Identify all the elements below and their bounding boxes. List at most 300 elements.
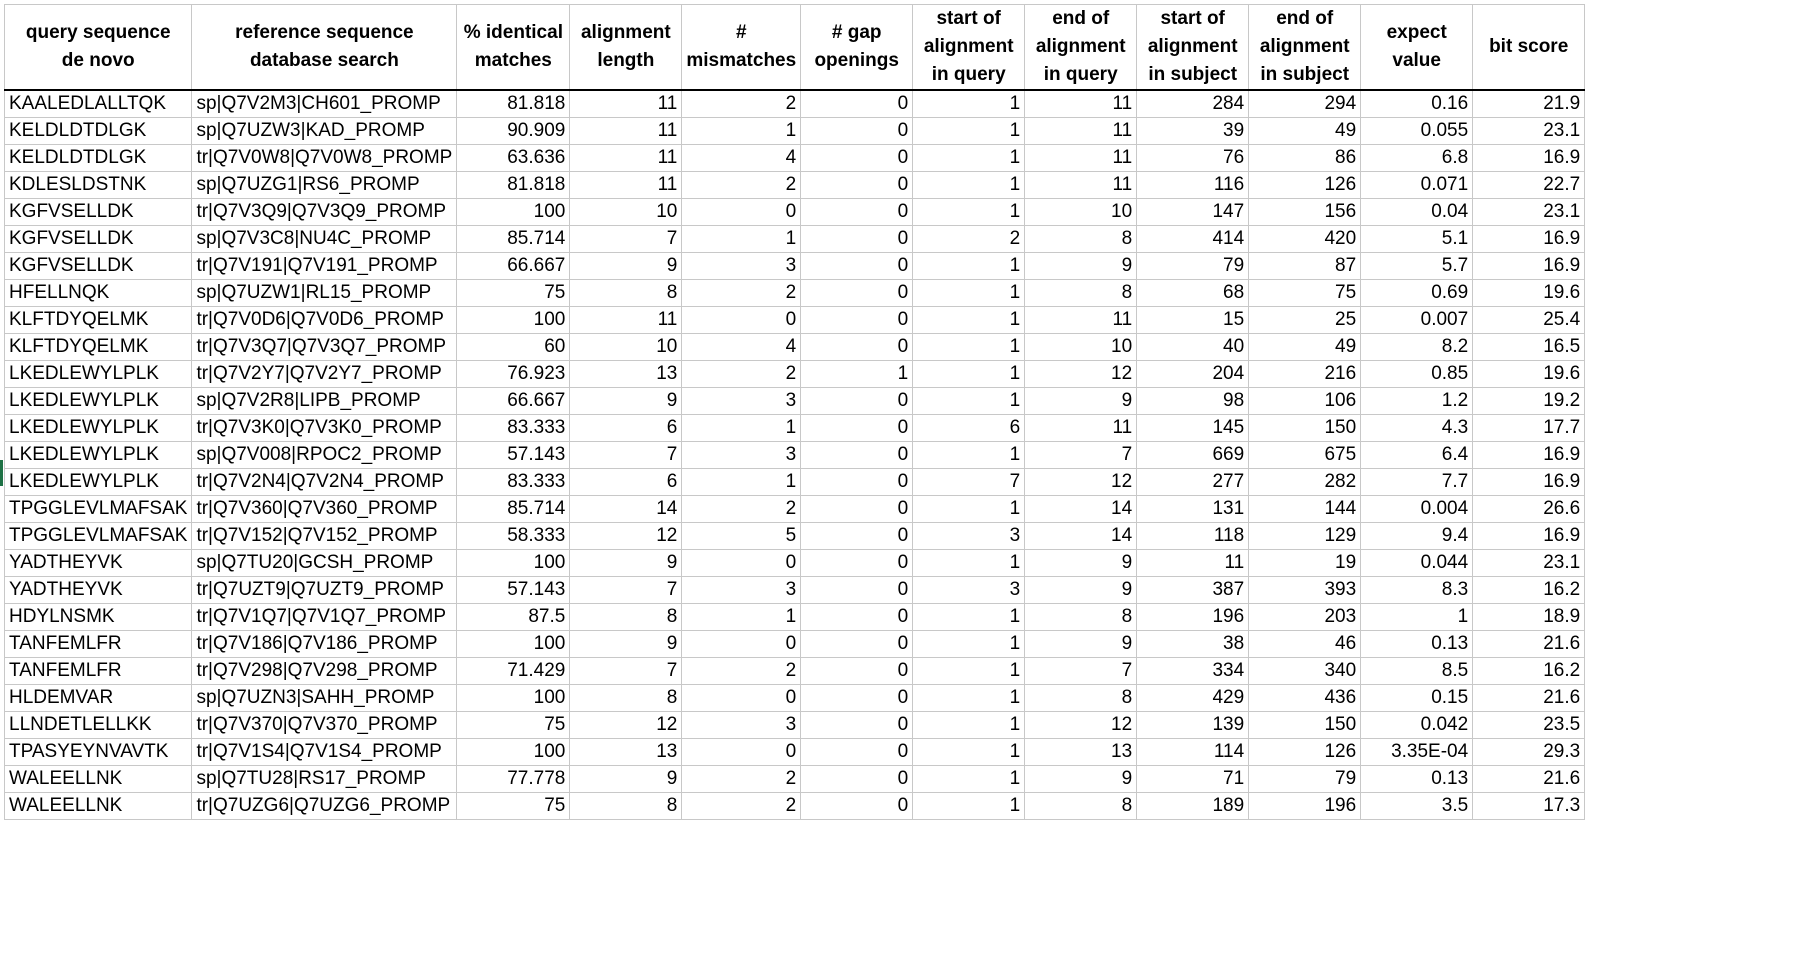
end-in-subject-cell[interactable]: 129 xyxy=(1249,523,1361,550)
gap-openings-cell[interactable]: 0 xyxy=(801,631,913,658)
percent-identical-cell[interactable]: 81.818 xyxy=(457,90,570,118)
expect-value-cell[interactable]: 4.3 xyxy=(1361,415,1473,442)
end-in-query-cell[interactable]: 13 xyxy=(1025,739,1137,766)
end-in-query-cell[interactable]: 9 xyxy=(1025,631,1137,658)
expect-value-cell[interactable]: 6.8 xyxy=(1361,145,1473,172)
percent-identical-cell[interactable]: 85.714 xyxy=(457,226,570,253)
start-in-query-cell[interactable]: 1 xyxy=(913,631,1025,658)
reference-sequence-cell[interactable]: sp|Q7V2M3|CH601_PROMP xyxy=(192,90,457,118)
query-sequence-cell[interactable]: LLNDETLELLKK xyxy=(5,712,192,739)
reference-sequence-cell[interactable]: sp|Q7V3C8|NU4C_PROMP xyxy=(192,226,457,253)
query-sequence-cell[interactable]: KAALEDLALLTQK xyxy=(5,90,192,118)
alignment-length-cell[interactable]: 13 xyxy=(570,361,682,388)
start-in-query-cell[interactable]: 1 xyxy=(913,388,1025,415)
bit-score-cell[interactable]: 25.4 xyxy=(1473,307,1585,334)
expect-value-cell[interactable]: 9.4 xyxy=(1361,523,1473,550)
reference-sequence-cell[interactable]: tr|Q7V370|Q7V370_PROMP xyxy=(192,712,457,739)
query-sequence-cell[interactable]: KELDLDTDLGK xyxy=(5,145,192,172)
start-in-subject-cell[interactable]: 196 xyxy=(1137,604,1249,631)
bit-score-cell[interactable]: 16.9 xyxy=(1473,226,1585,253)
start-in-subject-cell[interactable]: 71 xyxy=(1137,766,1249,793)
expect-value-cell[interactable]: 8.2 xyxy=(1361,334,1473,361)
end-in-query-cell[interactable]: 9 xyxy=(1025,550,1137,577)
start-in-query-cell[interactable]: 1 xyxy=(913,307,1025,334)
query-sequence-cell[interactable]: LKEDLEWYLPLK xyxy=(5,388,192,415)
query-sequence-cell[interactable]: LKEDLEWYLPLK xyxy=(5,361,192,388)
percent-identical-cell[interactable]: 83.333 xyxy=(457,415,570,442)
start-in-subject-cell[interactable]: 39 xyxy=(1137,118,1249,145)
alignment-length-cell[interactable]: 10 xyxy=(570,199,682,226)
reference-sequence-cell[interactable]: tr|Q7V3K0|Q7V3K0_PROMP xyxy=(192,415,457,442)
start-in-query-cell[interactable]: 1 xyxy=(913,496,1025,523)
start-in-subject-cell[interactable]: 334 xyxy=(1137,658,1249,685)
end-in-subject-cell[interactable]: 126 xyxy=(1249,172,1361,199)
bit-score-cell[interactable]: 18.9 xyxy=(1473,604,1585,631)
gap-openings-cell[interactable]: 0 xyxy=(801,604,913,631)
gap-openings-cell[interactable]: 0 xyxy=(801,415,913,442)
query-sequence-cell[interactable]: TANFEMLFR xyxy=(5,658,192,685)
expect-value-cell[interactable]: 8.5 xyxy=(1361,658,1473,685)
start-in-query-cell[interactable]: 1 xyxy=(913,766,1025,793)
reference-sequence-cell[interactable]: sp|Q7UZW3|KAD_PROMP xyxy=(192,118,457,145)
start-in-subject-cell[interactable]: 387 xyxy=(1137,577,1249,604)
mismatches-cell[interactable]: 3 xyxy=(682,253,801,280)
start-in-subject-cell[interactable]: 11 xyxy=(1137,550,1249,577)
bit-score-cell[interactable]: 23.1 xyxy=(1473,118,1585,145)
query-sequence-cell[interactable]: KGFVSELLDK xyxy=(5,226,192,253)
start-in-subject-cell[interactable]: 189 xyxy=(1137,793,1249,820)
bit-score-cell[interactable]: 17.7 xyxy=(1473,415,1585,442)
alignment-length-cell[interactable]: 7 xyxy=(570,226,682,253)
start-in-subject-cell[interactable]: 98 xyxy=(1137,388,1249,415)
bit-score-cell[interactable]: 21.6 xyxy=(1473,685,1585,712)
gap-openings-cell[interactable]: 0 xyxy=(801,658,913,685)
percent-identical-cell[interactable]: 100 xyxy=(457,307,570,334)
expect-value-cell[interactable]: 7.7 xyxy=(1361,469,1473,496)
end-in-subject-cell[interactable]: 196 xyxy=(1249,793,1361,820)
gap-openings-cell[interactable]: 0 xyxy=(801,280,913,307)
end-in-subject-header[interactable] xyxy=(1249,5,1361,91)
expect-value-header[interactable] xyxy=(1361,5,1473,91)
gap-openings-cell[interactable]: 1 xyxy=(801,361,913,388)
start-in-query-cell[interactable]: 1 xyxy=(913,145,1025,172)
bit-score-cell[interactable]: 22.7 xyxy=(1473,172,1585,199)
expect-value-cell[interactable]: 5.7 xyxy=(1361,253,1473,280)
bit-score-cell[interactable]: 16.9 xyxy=(1473,442,1585,469)
expect-value-cell[interactable]: 3.35E-04 xyxy=(1361,739,1473,766)
reference-sequence-cell[interactable]: tr|Q7V360|Q7V360_PROMP xyxy=(192,496,457,523)
bit-score-cell[interactable]: 21.6 xyxy=(1473,766,1585,793)
gap-openings-cell[interactable]: 0 xyxy=(801,550,913,577)
start-in-query-cell[interactable]: 1 xyxy=(913,442,1025,469)
reference-sequence-cell[interactable]: sp|Q7TU28|RS17_PROMP xyxy=(192,766,457,793)
end-in-query-cell[interactable]: 10 xyxy=(1025,199,1137,226)
gap-openings-cell[interactable]: 0 xyxy=(801,253,913,280)
mismatches-cell[interactable]: 1 xyxy=(682,469,801,496)
alignment-length-cell[interactable]: 7 xyxy=(570,442,682,469)
mismatches-cell[interactable]: 3 xyxy=(682,712,801,739)
bit-score-cell[interactable]: 16.9 xyxy=(1473,145,1585,172)
bit-score-cell[interactable]: 19.2 xyxy=(1473,388,1585,415)
start-in-subject-cell[interactable]: 68 xyxy=(1137,280,1249,307)
alignment-length-header[interactable] xyxy=(570,5,682,91)
alignment-length-cell[interactable]: 11 xyxy=(570,90,682,118)
alignment-length-cell[interactable]: 7 xyxy=(570,577,682,604)
expect-value-cell[interactable]: 0.85 xyxy=(1361,361,1473,388)
bit-score-cell[interactable]: 16.9 xyxy=(1473,523,1585,550)
alignment-length-cell[interactable]: 12 xyxy=(570,523,682,550)
end-in-query-cell[interactable]: 9 xyxy=(1025,766,1137,793)
percent-identical-cell[interactable]: 100 xyxy=(457,199,570,226)
percent-identical-cell[interactable]: 57.143 xyxy=(457,577,570,604)
percent-identical-cell[interactable]: 75 xyxy=(457,280,570,307)
start-in-query-cell[interactable]: 1 xyxy=(913,118,1025,145)
end-in-query-cell[interactable]: 11 xyxy=(1025,118,1137,145)
percent-identical-cell[interactable]: 75 xyxy=(457,793,570,820)
reference-sequence-cell[interactable]: tr|Q7V3Q9|Q7V3Q9_PROMP xyxy=(192,199,457,226)
alignment-length-cell[interactable]: 9 xyxy=(570,550,682,577)
query-sequence-cell[interactable]: LKEDLEWYLPLK xyxy=(5,469,192,496)
query-sequence-cell[interactable]: TPGGLEVLMAFSAK xyxy=(5,523,192,550)
bit-score-cell[interactable]: 16.2 xyxy=(1473,658,1585,685)
alignment-length-cell[interactable]: 13 xyxy=(570,739,682,766)
start-in-query-cell[interactable]: 3 xyxy=(913,523,1025,550)
start-in-subject-cell[interactable]: 147 xyxy=(1137,199,1249,226)
start-in-subject-cell[interactable]: 114 xyxy=(1137,739,1249,766)
start-in-query-cell[interactable]: 1 xyxy=(913,334,1025,361)
bit-score-cell[interactable]: 26.6 xyxy=(1473,496,1585,523)
start-in-query-cell[interactable]: 1 xyxy=(913,685,1025,712)
mismatches-cell[interactable]: 5 xyxy=(682,523,801,550)
bit-score-cell[interactable]: 16.9 xyxy=(1473,253,1585,280)
alignment-length-cell[interactable]: 11 xyxy=(570,307,682,334)
bit-score-cell[interactable]: 16.9 xyxy=(1473,469,1585,496)
start-in-query-cell[interactable]: 1 xyxy=(913,90,1025,118)
expect-value-cell[interactable]: 0.055 xyxy=(1361,118,1473,145)
end-in-subject-cell[interactable]: 282 xyxy=(1249,469,1361,496)
alignment-length-cell[interactable]: 12 xyxy=(570,712,682,739)
query-sequence-cell[interactable]: HLDEMVAR xyxy=(5,685,192,712)
gap-openings-cell[interactable]: 0 xyxy=(801,712,913,739)
end-in-subject-cell[interactable]: 25 xyxy=(1249,307,1361,334)
start-in-query-cell[interactable]: 1 xyxy=(913,253,1025,280)
expect-value-cell[interactable]: 0.13 xyxy=(1361,766,1473,793)
reference-sequence-cell[interactable]: tr|Q7V3Q7|Q7V3Q7_PROMP xyxy=(192,334,457,361)
mismatches-cell[interactable]: 2 xyxy=(682,280,801,307)
end-in-subject-cell[interactable]: 340 xyxy=(1249,658,1361,685)
alignment-length-cell[interactable]: 10 xyxy=(570,334,682,361)
mismatches-cell[interactable]: 0 xyxy=(682,685,801,712)
query-sequence-cell[interactable]: KLFTDYQELMK xyxy=(5,307,192,334)
start-in-query-cell[interactable]: 1 xyxy=(913,604,1025,631)
start-in-query-cell[interactable]: 1 xyxy=(913,712,1025,739)
bit-score-header[interactable] xyxy=(1473,5,1585,91)
alignment-length-cell[interactable]: 8 xyxy=(570,604,682,631)
percent-identical-cell[interactable]: 66.667 xyxy=(457,253,570,280)
mismatches-cell[interactable]: 2 xyxy=(682,90,801,118)
end-in-query-cell[interactable]: 12 xyxy=(1025,712,1137,739)
end-in-query-cell[interactable]: 8 xyxy=(1025,604,1137,631)
expect-value-cell[interactable]: 0.004 xyxy=(1361,496,1473,523)
reference-sequence-cell[interactable]: tr|Q7V1S4|Q7V1S4_PROMP xyxy=(192,739,457,766)
reference-sequence-cell[interactable]: tr|Q7V186|Q7V186_PROMP xyxy=(192,631,457,658)
reference-sequence-cell[interactable]: sp|Q7V008|RPOC2_PROMP xyxy=(192,442,457,469)
reference-sequence-cell[interactable]: tr|Q7UZT9|Q7UZT9_PROMP xyxy=(192,577,457,604)
percent-identical-cell[interactable]: 90.909 xyxy=(457,118,570,145)
alignment-length-cell[interactable]: 9 xyxy=(570,631,682,658)
reference-sequence-cell[interactable]: sp|Q7TU20|GCSH_PROMP xyxy=(192,550,457,577)
percent-identical-header[interactable] xyxy=(457,5,570,91)
query-sequence-cell[interactable]: TPASYEYNVAVTK xyxy=(5,739,192,766)
query-sequence-cell[interactable]: KDLESLDSTNK xyxy=(5,172,192,199)
reference-sequence-header[interactable] xyxy=(192,5,457,91)
start-in-subject-cell[interactable]: 145 xyxy=(1137,415,1249,442)
gap-openings-cell[interactable]: 0 xyxy=(801,118,913,145)
bit-score-cell[interactable]: 23.5 xyxy=(1473,712,1585,739)
end-in-query-cell[interactable]: 14 xyxy=(1025,496,1137,523)
mismatches-cell[interactable]: 0 xyxy=(682,199,801,226)
end-in-query-cell[interactable]: 11 xyxy=(1025,90,1137,118)
percent-identical-cell[interactable]: 100 xyxy=(457,550,570,577)
end-in-subject-cell[interactable]: 49 xyxy=(1249,334,1361,361)
percent-identical-cell[interactable]: 60 xyxy=(457,334,570,361)
percent-identical-cell[interactable]: 58.333 xyxy=(457,523,570,550)
expect-value-cell[interactable]: 6.4 xyxy=(1361,442,1473,469)
query-sequence-cell[interactable]: KGFVSELLDK xyxy=(5,253,192,280)
start-in-query-cell[interactable]: 7 xyxy=(913,469,1025,496)
mismatches-cell[interactable]: 1 xyxy=(682,415,801,442)
gap-openings-cell[interactable]: 0 xyxy=(801,523,913,550)
end-in-subject-cell[interactable]: 46 xyxy=(1249,631,1361,658)
bit-score-cell[interactable]: 23.1 xyxy=(1473,550,1585,577)
mismatches-cell[interactable]: 2 xyxy=(682,793,801,820)
start-in-subject-cell[interactable]: 15 xyxy=(1137,307,1249,334)
reference-sequence-cell[interactable]: sp|Q7UZW1|RL15_PROMP xyxy=(192,280,457,307)
query-sequence-cell[interactable]: HDYLNSMK xyxy=(5,604,192,631)
mismatches-cell[interactable]: 4 xyxy=(682,145,801,172)
end-in-subject-cell[interactable]: 393 xyxy=(1249,577,1361,604)
end-in-subject-cell[interactable]: 144 xyxy=(1249,496,1361,523)
query-sequence-cell[interactable]: WALEELLNK xyxy=(5,793,192,820)
mismatches-cell[interactable]: 2 xyxy=(682,496,801,523)
expect-value-cell[interactable]: 8.3 xyxy=(1361,577,1473,604)
expect-value-cell[interactable]: 0.16 xyxy=(1361,90,1473,118)
alignment-length-cell[interactable]: 11 xyxy=(570,172,682,199)
start-in-query-cell[interactable]: 1 xyxy=(913,199,1025,226)
expect-value-cell[interactable]: 0.13 xyxy=(1361,631,1473,658)
reference-sequence-cell[interactable]: tr|Q7V0D6|Q7V0D6_PROMP xyxy=(192,307,457,334)
mismatches-cell[interactable]: 1 xyxy=(682,118,801,145)
alignment-length-cell[interactable]: 9 xyxy=(570,388,682,415)
query-sequence-cell[interactable]: YADTHEYVK xyxy=(5,577,192,604)
query-sequence-cell[interactable]: LKEDLEWYLPLK xyxy=(5,415,192,442)
end-in-query-cell[interactable]: 8 xyxy=(1025,280,1137,307)
bit-score-cell[interactable]: 19.6 xyxy=(1473,280,1585,307)
gap-openings-cell[interactable]: 0 xyxy=(801,307,913,334)
reference-sequence-cell[interactable]: tr|Q7UZG6|Q7UZG6_PROMP xyxy=(192,793,457,820)
gap-openings-cell[interactable]: 0 xyxy=(801,90,913,118)
alignment-length-cell[interactable]: 11 xyxy=(570,118,682,145)
end-in-subject-cell[interactable]: 150 xyxy=(1249,712,1361,739)
percent-identical-cell[interactable]: 66.667 xyxy=(457,388,570,415)
percent-identical-cell[interactable]: 100 xyxy=(457,631,570,658)
expect-value-cell[interactable]: 0.007 xyxy=(1361,307,1473,334)
gap-openings-cell[interactable]: 0 xyxy=(801,766,913,793)
start-in-subject-cell[interactable]: 116 xyxy=(1137,172,1249,199)
gap-openings-cell[interactable]: 0 xyxy=(801,469,913,496)
mismatches-header[interactable] xyxy=(682,5,801,91)
gap-openings-cell[interactable]: 0 xyxy=(801,442,913,469)
end-in-query-cell[interactable]: 11 xyxy=(1025,415,1137,442)
end-in-query-cell[interactable]: 8 xyxy=(1025,226,1137,253)
end-in-subject-cell[interactable]: 86 xyxy=(1249,145,1361,172)
end-in-query-cell[interactable]: 9 xyxy=(1025,577,1137,604)
gap-openings-cell[interactable]: 0 xyxy=(801,577,913,604)
start-in-query-cell[interactable]: 1 xyxy=(913,361,1025,388)
mismatches-cell[interactable]: 2 xyxy=(682,766,801,793)
end-in-subject-cell[interactable]: 106 xyxy=(1249,388,1361,415)
percent-identical-cell[interactable]: 75 xyxy=(457,712,570,739)
alignment-length-cell[interactable]: 8 xyxy=(570,280,682,307)
expect-value-cell[interactable]: 5.1 xyxy=(1361,226,1473,253)
expect-value-cell[interactable]: 1 xyxy=(1361,604,1473,631)
mismatches-cell[interactable]: 3 xyxy=(682,388,801,415)
end-in-query-cell[interactable]: 12 xyxy=(1025,361,1137,388)
end-in-query-cell[interactable]: 7 xyxy=(1025,442,1137,469)
gap-openings-cell[interactable]: 0 xyxy=(801,199,913,226)
expect-value-cell[interactable]: 0.071 xyxy=(1361,172,1473,199)
alignment-length-cell[interactable]: 8 xyxy=(570,685,682,712)
gap-openings-cell[interactable]: 0 xyxy=(801,685,913,712)
gap-openings-cell[interactable]: 0 xyxy=(801,145,913,172)
alignment-length-cell[interactable]: 6 xyxy=(570,469,682,496)
mismatches-cell[interactable]: 3 xyxy=(682,577,801,604)
mismatches-cell[interactable]: 0 xyxy=(682,739,801,766)
end-in-query-cell[interactable]: 12 xyxy=(1025,469,1137,496)
reference-sequence-cell[interactable]: tr|Q7V152|Q7V152_PROMP xyxy=(192,523,457,550)
expect-value-cell[interactable]: 0.15 xyxy=(1361,685,1473,712)
start-in-subject-cell[interactable]: 669 xyxy=(1137,442,1249,469)
reference-sequence-cell[interactable]: tr|Q7V2N4|Q7V2N4_PROMP xyxy=(192,469,457,496)
alignment-length-cell[interactable]: 9 xyxy=(570,253,682,280)
percent-identical-cell[interactable]: 77.778 xyxy=(457,766,570,793)
mismatches-cell[interactable]: 0 xyxy=(682,631,801,658)
query-sequence-cell[interactable]: KLFTDYQELMK xyxy=(5,334,192,361)
expect-value-cell[interactable]: 3.5 xyxy=(1361,793,1473,820)
end-in-subject-cell[interactable]: 150 xyxy=(1249,415,1361,442)
start-in-subject-cell[interactable]: 277 xyxy=(1137,469,1249,496)
start-in-query-cell[interactable]: 1 xyxy=(913,658,1025,685)
gap-openings-cell[interactable]: 0 xyxy=(801,496,913,523)
mismatches-cell[interactable]: 0 xyxy=(682,550,801,577)
start-in-subject-cell[interactable]: 429 xyxy=(1137,685,1249,712)
expect-value-cell[interactable]: 1.2 xyxy=(1361,388,1473,415)
end-in-subject-cell[interactable]: 216 xyxy=(1249,361,1361,388)
gap-openings-cell[interactable]: 0 xyxy=(801,739,913,766)
end-in-query-cell[interactable]: 11 xyxy=(1025,145,1137,172)
reference-sequence-cell[interactable]: tr|Q7V2Y7|Q7V2Y7_PROMP xyxy=(192,361,457,388)
end-in-subject-cell[interactable]: 49 xyxy=(1249,118,1361,145)
end-in-query-cell[interactable]: 9 xyxy=(1025,253,1137,280)
percent-identical-cell[interactable]: 57.143 xyxy=(457,442,570,469)
reference-sequence-cell[interactable]: tr|Q7V0W8|Q7V0W8_PROMP xyxy=(192,145,457,172)
end-in-query-header[interactable] xyxy=(1025,5,1137,91)
query-sequence-cell[interactable]: YADTHEYVK xyxy=(5,550,192,577)
query-sequence-cell[interactable]: TANFEMLFR xyxy=(5,631,192,658)
mismatches-cell[interactable]: 1 xyxy=(682,226,801,253)
end-in-subject-cell[interactable]: 87 xyxy=(1249,253,1361,280)
start-in-subject-cell[interactable]: 284 xyxy=(1137,90,1249,118)
percent-identical-cell[interactable]: 83.333 xyxy=(457,469,570,496)
gap-openings-cell[interactable]: 0 xyxy=(801,172,913,199)
start-in-query-cell[interactable]: 1 xyxy=(913,793,1025,820)
bit-score-cell[interactable]: 16.2 xyxy=(1473,577,1585,604)
start-in-query-cell[interactable]: 2 xyxy=(913,226,1025,253)
query-sequence-cell[interactable]: WALEELLNK xyxy=(5,766,192,793)
mismatches-cell[interactable]: 4 xyxy=(682,334,801,361)
expect-value-cell[interactable]: 0.042 xyxy=(1361,712,1473,739)
alignment-length-cell[interactable]: 9 xyxy=(570,766,682,793)
reference-sequence-cell[interactable]: sp|Q7UZG1|RS6_PROMP xyxy=(192,172,457,199)
percent-identical-cell[interactable]: 71.429 xyxy=(457,658,570,685)
percent-identical-cell[interactable]: 100 xyxy=(457,685,570,712)
gap-openings-cell[interactable]: 0 xyxy=(801,793,913,820)
bit-score-cell[interactable]: 29.3 xyxy=(1473,739,1585,766)
start-in-subject-cell[interactable]: 131 xyxy=(1137,496,1249,523)
start-in-subject-cell[interactable]: 38 xyxy=(1137,631,1249,658)
end-in-query-cell[interactable]: 11 xyxy=(1025,307,1137,334)
reference-sequence-cell[interactable]: tr|Q7V1Q7|Q7V1Q7_PROMP xyxy=(192,604,457,631)
reference-sequence-cell[interactable]: sp|Q7V2R8|LIPB_PROMP xyxy=(192,388,457,415)
start-in-query-cell[interactable]: 1 xyxy=(913,280,1025,307)
expect-value-cell[interactable]: 0.69 xyxy=(1361,280,1473,307)
alignment-length-cell[interactable]: 6 xyxy=(570,415,682,442)
percent-identical-cell[interactable]: 87.5 xyxy=(457,604,570,631)
mismatches-cell[interactable]: 0 xyxy=(682,307,801,334)
start-in-query-header[interactable] xyxy=(913,5,1025,91)
end-in-query-cell[interactable]: 9 xyxy=(1025,388,1137,415)
query-sequence-cell[interactable]: HFELLNQK xyxy=(5,280,192,307)
percent-identical-cell[interactable]: 63.636 xyxy=(457,145,570,172)
alignment-length-cell[interactable]: 7 xyxy=(570,658,682,685)
percent-identical-cell[interactable]: 76.923 xyxy=(457,361,570,388)
end-in-subject-cell[interactable]: 19 xyxy=(1249,550,1361,577)
mismatches-cell[interactable]: 2 xyxy=(682,361,801,388)
mismatches-cell[interactable]: 2 xyxy=(682,658,801,685)
bit-score-cell[interactable]: 19.6 xyxy=(1473,361,1585,388)
bit-score-cell[interactable]: 23.1 xyxy=(1473,199,1585,226)
alignment-length-cell[interactable]: 14 xyxy=(570,496,682,523)
bit-score-cell[interactable]: 17.3 xyxy=(1473,793,1585,820)
mismatches-cell[interactable]: 3 xyxy=(682,442,801,469)
gap-openings-cell[interactable]: 0 xyxy=(801,226,913,253)
end-in-subject-cell[interactable]: 294 xyxy=(1249,90,1361,118)
end-in-query-cell[interactable]: 10 xyxy=(1025,334,1137,361)
end-in-subject-cell[interactable]: 420 xyxy=(1249,226,1361,253)
end-in-subject-cell[interactable]: 79 xyxy=(1249,766,1361,793)
end-in-subject-cell[interactable]: 436 xyxy=(1249,685,1361,712)
percent-identical-cell[interactable]: 100 xyxy=(457,739,570,766)
start-in-subject-cell[interactable]: 118 xyxy=(1137,523,1249,550)
start-in-query-cell[interactable]: 1 xyxy=(913,550,1025,577)
start-in-query-cell[interactable]: 1 xyxy=(913,739,1025,766)
end-in-subject-cell[interactable]: 675 xyxy=(1249,442,1361,469)
mismatches-cell[interactable]: 1 xyxy=(682,604,801,631)
start-in-query-cell[interactable]: 1 xyxy=(913,172,1025,199)
query-sequence-cell[interactable]: TPGGLEVLMAFSAK xyxy=(5,496,192,523)
alignment-length-cell[interactable]: 11 xyxy=(570,145,682,172)
end-in-query-cell[interactable]: 14 xyxy=(1025,523,1137,550)
